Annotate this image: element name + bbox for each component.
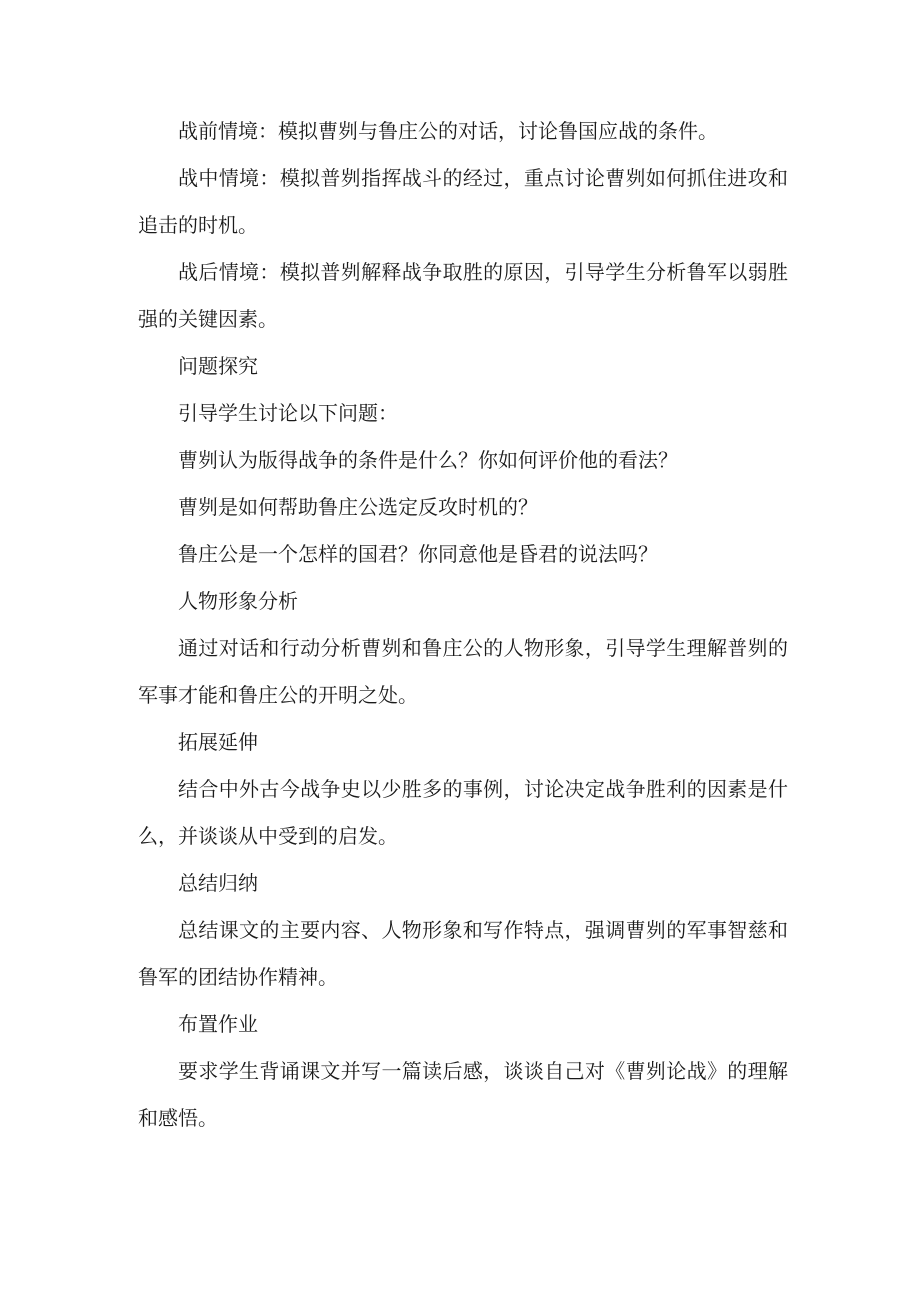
paragraph-discussion-intro: 引导学生讨论以下问题： (178, 401, 398, 425)
paragraph-question-1: 曹刿认为版得战争的条件是什么？你如何评价他的看法？ (178, 448, 678, 472)
paragraph-question-3: 鲁庄公是一个怎样的国君？你同意他是昏君的说法吗？ (178, 542, 658, 566)
paragraph-postwar-scenario: 战后情境：模拟普刿解释战争取胜的原因，引导学生分析鲁军以弱胜强的关键因素。 (138, 260, 788, 331)
heading-question-inquiry: 问题探究 (178, 354, 258, 378)
paragraph-character-analysis: 通过对话和行动分析曹刿和鲁庄公的人物形象，引导学生理解普刿的军事才能和鲁庄公的开明之处。 (138, 636, 788, 707)
heading-extension: 拓展延伸 (178, 730, 258, 754)
document-body (138, 108, 788, 1142)
paragraph-summary: 总结课文的主要内容、人物形象和写作特点，强调曹刿的军事智慈和鲁军的团结协作精神。 (138, 918, 788, 989)
paragraph-homework: 要求学生背诵课文并写一篇读后感，谈谈自己对《曹刿论战》的理解和感悟。 (138, 1059, 788, 1130)
paragraph-midwar-scenario: 战中情境：模拟普刿指挥战斗的经过，重点讨论曹刿如何抓住进攻和追击的时机。 (138, 166, 788, 237)
heading-homework: 布置作业 (178, 1012, 258, 1036)
paragraph-extension: 结合中外古今战争史以少胜多的事例，讨论决定战争胜利的因素是什么，并谈谈从中受到的启发。 (138, 777, 788, 848)
heading-character-analysis: 人物形象分析 (178, 589, 298, 613)
paragraph-question-2: 曹刿是如何帮助鲁庄公选定反攻时机的？ (178, 495, 538, 519)
heading-summary: 总结归纳 (178, 871, 258, 895)
paragraph-prewar-scenario: 战前情境：模拟曹刿与鲁庄公的对话，讨论鲁国应战的条件。 (178, 119, 718, 143)
